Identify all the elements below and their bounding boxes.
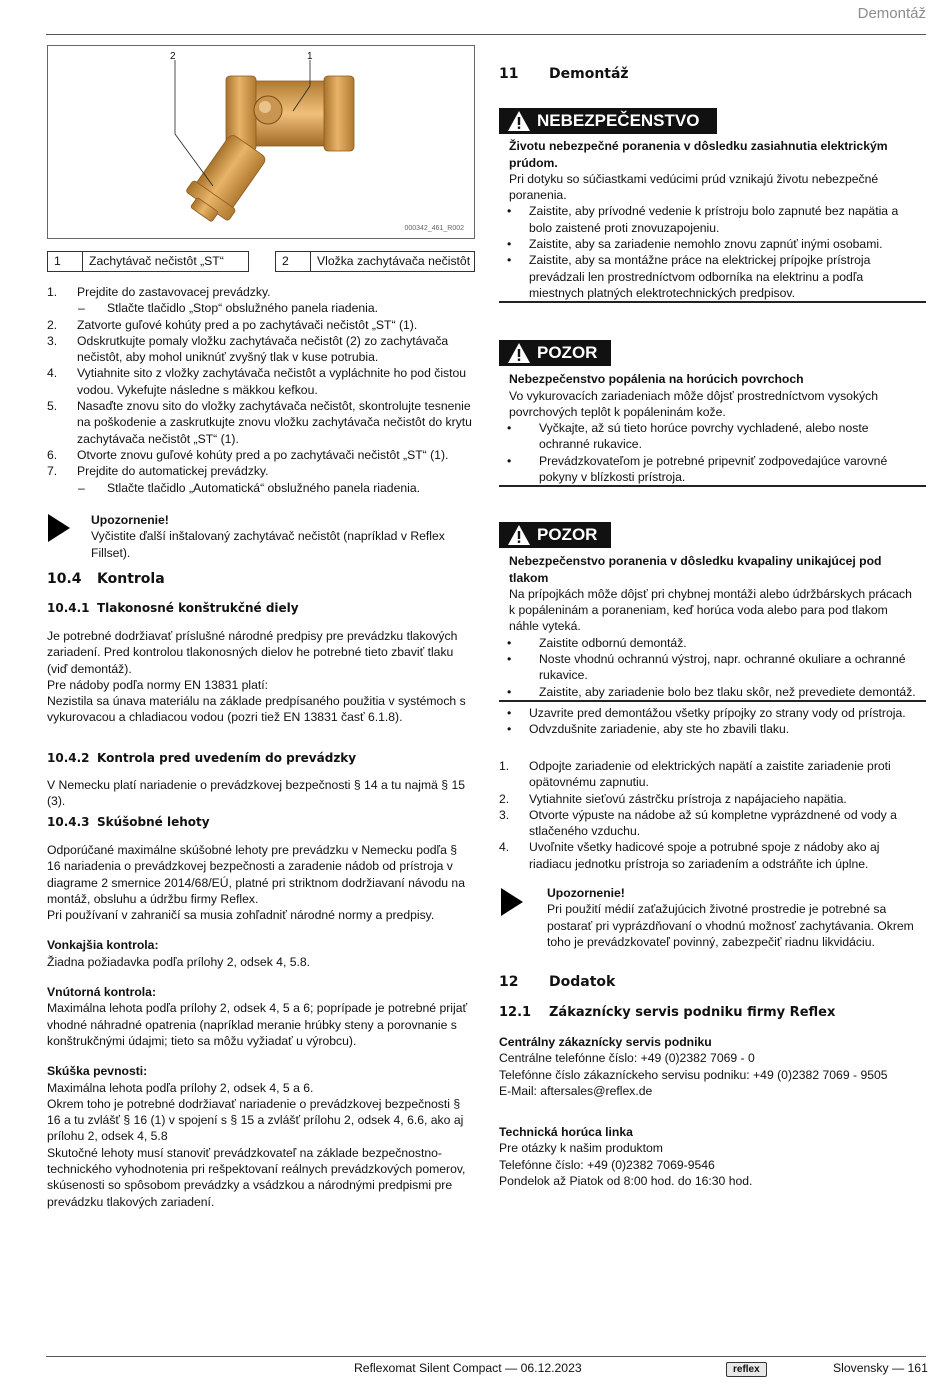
page-number: — 161 [891, 1361, 928, 1375]
legend-item-2 [275, 251, 475, 272]
caution-signal: POZOR [499, 340, 611, 366]
footer-language: Slovensky [833, 1361, 889, 1375]
list-item: 1. Odpojte zariadenie od elektrických napätí a zaistite zariadenie proti opätovnému zapnutiu. [499, 759, 891, 790]
list-item: 7. Prejdite do automatickej prevádzky. – Stlačte tlačidlo „Automatická“ obslužného panela riadenia. [47, 463, 475, 496]
reflex-logo: reflex [726, 1360, 767, 1377]
danger-title: Životu nebezpečné poranenia v dôsledku zasiahnutia elektrickým prúdom. [509, 139, 888, 170]
heading-12: 12 Dodatok [499, 974, 616, 990]
legend-number: 2 [276, 252, 311, 271]
footer-document: Reflexomat Silent Compact — 06.12.2023 [354, 1361, 582, 1375]
note-1 [91, 512, 475, 561]
list-item: • Zaistite, aby prívodné vedenie k prístroju bolo zapnuté bez napätia a bolo zaistené proti znovuzapojeniu. [499, 203, 916, 236]
internal-inspection-title: Vnútorná kontrola: [47, 985, 157, 1000]
header-rule [46, 34, 926, 35]
caution-title: Nebezpečenstvo poranenia v dôsledku kvapaliny unikajúcej pod tlakom [509, 554, 882, 585]
warning-triangle-icon [507, 342, 531, 364]
figure-code: 000342_461_R002 [404, 224, 464, 232]
list-item: • Zaistite, aby sa montážne práce na elektrickej prípojke prístroja prevádzali len prostredníctvom odborníka na elektrinu a podľa miestnych platných elektrotechnických predpisov. [499, 252, 916, 301]
heading-10-4-2: 10.4.2 Kontrola pred uvedením do prevádzky [47, 751, 357, 765]
note-2 [547, 885, 922, 950]
list-item: 3. Otvorte výpuste na nádobe až sú kompletne vyprázdnené od vody a stlačeného vzduchu. [499, 807, 897, 839]
heading-10-4-1: 10.4.1 Tlakonosné konštrukčné diely [47, 601, 299, 615]
section-10-4-3-body: Odporúčané maximálne skúšobné lehoty pre prevádzku v Nemecku podľa § 16 nariadenia o prevádzkovej bezpečnosti a zaradenie nádob od prístroja v diagrame 2 smernice 2014/68/EÚ, platné pri striktnom dodržiavaní návodu na montáž, obsluhu a údržbu firmy Reflex. Pri používaní v zahraničí sa musia zohľadniť národné normy a predpisy. Vonkajšia kontrola: Žiadna požiadavka podľa prílohy 2, odsek 4, 5.8. Vnútorná kontrola: Maximálna lehota podľa prílohy 2, odsek 4, 5 a 6; poprípade je potrebné prijať vhodné náhradné opatrenia (napríklad meranie hrúbky steny a porovnanie s konštrukčnými údajmi; tieto sa môžu vyžiadať u výrobcu). Skúška pevnosti: Maximálna lehota podľa prílohy 2, odsek 4, 5 a 6. Okrem toho je potrebné dodržiavať nariadenie o prevádzkovej bezpečnosti § 16 a tu zvlášť § 16 (1) v spojení s § 15 a zvlášť prílohu 2, odsek 4, 6.6, ako aj prílohu 2, odsek 4, 5.8 Skutočné lehoty musí stanoviť prevádzkovateľ na základe bezpečnostno-technického vyhodnotenia pri rešpektovaní reálnych prevádzkových pomerov, skúsenosti so spôsobom prevádzky a vsádzkou a národnými predpismi pre prevádzku tlakových zariadení. [47, 842, 472, 1210]
list-item: • Zaistite odbornú demontáž. [499, 635, 916, 651]
sub-step: – Stlačte tlačidlo „Stop“ obslužného panela riadenia. [47, 300, 475, 316]
legend-text: Zachytávač nečistôt „ST“ [89, 254, 224, 268]
caution-text: Vo vykurovacích zariadeniach môže dôjsť prostredníctvom vysokých povrchových teplôt k popáleninám kože. [509, 388, 879, 419]
strength-test-title: Skúška pevnosti: [47, 1064, 148, 1079]
danger-box [499, 108, 926, 303]
heading-11: 11 Demontáž [499, 66, 629, 82]
heading-12-1: 12.1 Zákaznícky servis podniku firmy Reflex [499, 1005, 836, 1020]
running-header: Demontáž [857, 5, 926, 22]
footer-page [833, 1360, 928, 1376]
service-title: Centrálny zákaznícky servis podniku [499, 1035, 712, 1049]
heading-10-4: 10.4 Kontrola [47, 571, 165, 587]
caution-title: Nebezpečenstvo popálenia na horúcich povrchoch [509, 372, 804, 387]
section-10-4-2-body: V Nemecku platí nariadenie o prevádzkovej bezpečnosti § 14 a tu najmä § 15 (3). [47, 778, 466, 809]
sub-step: – Stlačte tlačidlo „Automatická“ obslužného panela riadenia. [47, 480, 475, 496]
warning-triangle-icon [507, 110, 531, 132]
hotline-title: Technická horúca linka [499, 1125, 633, 1139]
list-item: • Noste vhodnú ochrannú výstroj, napr. ochranné okuliare a ochranné rukavice. [499, 651, 916, 684]
list-item: • Uzavrite pred demontážou všetky prípojky zo strany vody od prístroja. [499, 705, 926, 721]
caution-box-burns [499, 340, 926, 487]
section-10-4-1-body: Je potrebné dodržiavať príslušné národné predpisy pre prevádzku tlakových zariadení. Pred kontrolou tlakonosných dielov he potrebné tieto zbaviť tlaku (viď demontáž). Pre nádoby podľa normy EN 13831 platí: Nezistila sa únava materiálu na základe predpísaného použitia v systémoch s vykurovacou a chladiacou vodou (pozri tiež EN 13831 časť 6.1.8). [47, 629, 466, 725]
caution-text: Na prípojkách môže dôjsť pri chybnej montáži alebo údržbárskych prácach k popáleninám a poraneniam, keď horúca voda alebo para pod tlakom náhle vyteká. [509, 586, 912, 634]
danger-signal: NEBEZPEČENSTVO [499, 108, 717, 134]
list-item: 3. Odskrutkujte pomaly vložku zachytávača nečistôt (2) zo zachytávača nečistôt, aby mohol uniknúť zvyšný tlak v kuse potrubia. [47, 333, 449, 365]
demount-steps [499, 758, 909, 872]
technical-hotline: Technická horúca linka Pre otázky k našim produktom Telefónne číslo: +49 (0)2382 7069-9546 Pondelok až Piatok od 8:00 hod. do 16:30 hod. [499, 1124, 926, 1189]
footer-rule [46, 1356, 926, 1357]
legend-number: 1 [48, 252, 83, 271]
note-title: Upozornenie! [547, 886, 625, 900]
list-item: • Zaistite, aby zariadenie bolo bez tlaku skôr, než prevediete demontáž. [499, 684, 916, 700]
list-item: • Vyčkajte, až sú tieto horúce povrchy vychladené, alebo noste ochranné rukavice. [499, 420, 916, 453]
note-title: Upozornenie! [91, 513, 169, 527]
legend-item-1 [47, 251, 249, 272]
cleaning-steps [47, 284, 475, 496]
list-item: 4. Uvoľnite všetky hadicové spoje a potrubné spoje z nádoby ako aj riadiacu jednotku prístroja so zariadením a odstráňte ich úplne. [499, 840, 880, 871]
list-item: 6. Otvorte znovu guľové kohúty pred a po zachytávači nečistôt „ST“ (1). [47, 447, 449, 462]
external-inspection-title: Vonkajšia kontrola: [47, 938, 159, 953]
note-arrow-icon [501, 888, 523, 916]
central-service: Centrálny zákaznícky servis podniku Centrálne telefónne číslo: +49 (0)2382 7069 - 0 Telefónne číslo zákazníckeho servisu podniku: +49 (0)2382 7069 - 9505 E-Mail: aftersales@reflex.de [499, 1034, 926, 1099]
caution-box-pressure [499, 522, 926, 702]
caution-signal: POZOR [499, 522, 611, 548]
list-item: 5. Nasaďte znovu sito do vložky zachytávača nečistôt, skontrolujte tesnenie na poškodenie a zaskrutkujte znovu vložku zachytávača nečistôt do krytu zachytávača nečistôt „ST“ (1). [47, 399, 472, 446]
note-text: Vyčistite ďalší inštalovaný zachytávač nečistôt (napríklad v Reflex Fillset). [91, 529, 445, 560]
list-item: 4. Vytiahnite sito z vložky zachytávača nečistôt a vypláchnite ho pod čistou vodou. Vykefujte následne s mäkkou kefkou. [47, 366, 467, 397]
figure-callout-2: 2 [170, 51, 176, 62]
list-item: 2. Zatvorte guľové kohúty pred a po zachytávači nečistôt „ST“ (1). [47, 317, 418, 332]
strainer-illustration [48, 46, 474, 238]
list-item: • Zaistite, aby sa zariadenie nemohlo znovu zapnúť inými osobami. [499, 236, 916, 252]
pre-demount-bullets [499, 705, 926, 738]
list-item: 1. Prejdite do zastavovacej prevádzky. – Stlačte tlačidlo „Stop“ obslužného panela riadenia. [47, 284, 475, 317]
note-arrow-icon [48, 514, 70, 542]
strainer-figure [47, 45, 475, 239]
heading-10-4-3: 10.4.3 Skúšobné lehoty [47, 815, 210, 829]
list-item: • Prevádzkovateľom je potrebné pripevniť zodpovedajúce varovné pokyny v blízkosti prístroja. [499, 453, 916, 486]
danger-text: Pri dotyku so súčiastkami vedúcimi prúd vznikajú životu nebezpečné poranenia. [509, 171, 879, 203]
legend-text: Vložka zachytávača nečistôt [317, 254, 471, 268]
warning-triangle-icon [507, 524, 531, 546]
note-text: Pri použití médií zaťažujúcich životné prostredie je potrebné sa postarať pri vyprázdňovaní o vhodnú možnosť zachytávania. Okrem toho je prevádzkovateľ povinný, zabezpečiť riadnu likvidáciu. [547, 902, 914, 949]
figure-callout-1: 1 [307, 51, 313, 62]
list-item: • Odvzdušnite zariadenie, aby ste ho zbavili tlaku. [499, 721, 926, 737]
list-item: 2. Vytiahnite sieťovú zástrčku prístroja z napájacieho napätia. [499, 791, 847, 806]
